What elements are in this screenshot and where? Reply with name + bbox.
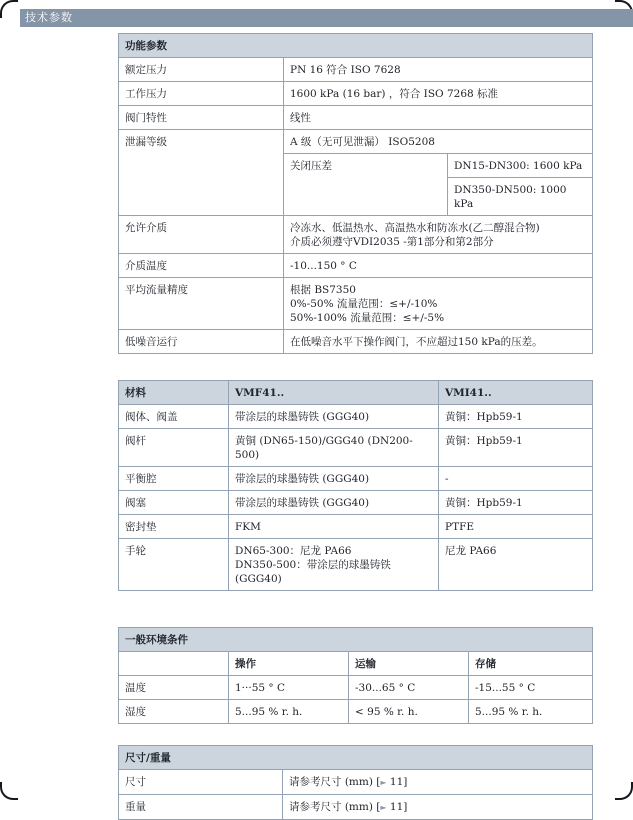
table-row — [119, 770, 593, 795]
reference-text: 请参考尺寸 (mm) — [289, 776, 373, 788]
table-row — [119, 330, 593, 354]
param-label: 平衡腔 — [119, 467, 229, 491]
materials-table — [118, 380, 593, 591]
column-header-vmi: VMI41.. — [439, 381, 593, 405]
link-page-number: 11 — [389, 776, 404, 788]
table-title: 一般环境条件 — [119, 628, 593, 652]
dimensions-weight-table — [118, 745, 593, 820]
frame-corner-bottom-right — [615, 782, 633, 800]
param-value: DN15-DN300: 1600 kPa — [448, 154, 593, 178]
param-value: < 95 % r. h. — [349, 700, 469, 724]
bracket-open: [ — [376, 801, 381, 813]
param-value: 黄铜：Hpb59-1 — [439, 429, 593, 467]
table-row — [119, 676, 593, 700]
table-row — [119, 405, 593, 429]
param-value: 1600 kPa (16 bar) ，符合 ISO 7268 标准 — [284, 82, 593, 106]
value-line: 介质必须遵守VDI2035 -第1部分和第2部分 — [290, 236, 494, 248]
column-header-transport: 运输 — [349, 652, 469, 676]
param-label: 泄漏等级 — [119, 130, 284, 216]
value-line: DN65-300：尼龙 PA66 — [235, 545, 352, 557]
section-title-bar — [20, 9, 633, 27]
param-label: 介质温度 — [119, 254, 284, 278]
environment-conditions-table — [118, 627, 593, 724]
param-label: 手轮 — [119, 539, 229, 591]
param-value — [283, 795, 593, 820]
value-line: DN350-500：带涂层的球墨铸铁 (GGG40) — [235, 559, 391, 585]
value-line: 根据 BS7350 — [290, 284, 356, 296]
table-header-row — [119, 381, 593, 405]
frame-corner-bottom-left — [0, 782, 18, 800]
table-row — [119, 130, 593, 154]
value-line: 冷冻水、低温热水、高温热水和防冻水(乙二醇混合物) — [290, 222, 540, 234]
table-row — [119, 106, 593, 130]
param-value: - — [439, 467, 593, 491]
table-row — [119, 491, 593, 515]
column-header-storage: 存储 — [469, 652, 593, 676]
table-row — [119, 795, 593, 820]
link-page-number: 11 — [389, 801, 404, 813]
param-sublabel: 关闭压差 — [284, 154, 448, 216]
param-value: -15...55 ° C — [469, 676, 593, 700]
param-label: 平均流量精度 — [119, 278, 284, 330]
param-label: 工作压力 — [119, 82, 284, 106]
param-label: 阀门特性 — [119, 106, 284, 130]
param-label: 重量 — [119, 795, 283, 820]
table-row — [119, 700, 593, 724]
param-value: DN350-DN500: 1000 kPa — [448, 178, 593, 216]
param-value: 带涂层的球墨铸铁 (GGG40) — [229, 405, 439, 429]
param-value: 线性 — [284, 106, 593, 130]
table-header-row — [119, 34, 593, 58]
param-value — [284, 216, 593, 254]
param-label: 温度 — [119, 676, 229, 700]
param-label: 阀杆 — [119, 429, 229, 467]
param-label: 尺寸 — [119, 770, 283, 795]
table-header-row — [119, 746, 593, 770]
table-row — [119, 467, 593, 491]
param-value: FKM — [229, 515, 439, 539]
param-value: 1···55 ° C — [229, 676, 349, 700]
page-reference-link[interactable] — [376, 801, 407, 813]
param-label: 额定压力 — [119, 58, 284, 82]
table-row — [119, 278, 593, 330]
param-value — [283, 770, 593, 795]
table-header-row — [119, 628, 593, 652]
page-reference-link[interactable] — [376, 776, 407, 788]
param-label: 低噪音运行 — [119, 330, 284, 354]
value-line: 50%-100% 流量范围：≤+/-5% — [290, 312, 445, 324]
param-value: 带涂层的球墨铸铁 (GGG40) — [229, 467, 439, 491]
param-label: 允许介质 — [119, 216, 284, 254]
bracket-close: ] — [403, 776, 408, 788]
param-label: 阀塞 — [119, 491, 229, 515]
content-column — [118, 33, 592, 820]
table-row — [119, 254, 593, 278]
param-value: -30...65 ° C — [349, 676, 469, 700]
value-line: 0%-50% 流量范围：≤+/-10% — [290, 298, 438, 310]
table-row — [119, 539, 593, 591]
param-value — [284, 278, 593, 330]
param-label: 密封垫 — [119, 515, 229, 539]
param-value: 尼龙 PA66 — [439, 539, 593, 591]
param-value: PTFE — [439, 515, 593, 539]
frame-corner-top-left — [0, 0, 18, 18]
table-row — [119, 216, 593, 254]
bracket-open: [ — [376, 776, 381, 788]
param-value: 5...95 % r. h. — [229, 700, 349, 724]
param-value — [229, 539, 439, 591]
param-value: 黄铜：Hpb59-1 — [439, 491, 593, 515]
table-subheader-row — [119, 652, 593, 676]
table-title: 尺寸/重量 — [119, 746, 593, 770]
param-value: -10...150 ° C — [284, 254, 593, 278]
param-value: 5...95 % r. h. — [469, 700, 593, 724]
param-value: 黄铜：Hpb59-1 — [439, 405, 593, 429]
column-header-vmf: VMF41.. — [229, 381, 439, 405]
table-row — [119, 515, 593, 539]
table-row — [119, 429, 593, 467]
bracket-close: ] — [403, 801, 408, 813]
param-label: 阀体、阀盖 — [119, 405, 229, 429]
empty-cell — [119, 652, 229, 676]
table-row — [119, 58, 593, 82]
column-header-operation: 操作 — [229, 652, 349, 676]
param-value: PN 16 符合 ISO 7628 — [284, 58, 593, 82]
functional-parameters-table — [118, 33, 593, 354]
param-value: 带涂层的球墨铸铁 (GGG40) — [229, 491, 439, 515]
table-title: 材料 — [119, 381, 229, 405]
link-arrow-icon: ► — [380, 778, 387, 787]
table-row — [119, 82, 593, 106]
reference-text: 请参考尺寸 (mm) — [289, 801, 373, 813]
param-value: 黄铜 (DN65-150)/GGG40 (DN200-500) — [229, 429, 439, 467]
section-title: 技术参数 — [25, 11, 73, 24]
link-arrow-icon: ► — [380, 803, 387, 812]
param-value: 在低噪音水平下操作阀门，不应超过150 kPa的压差。 — [284, 330, 593, 354]
param-label: 湿度 — [119, 700, 229, 724]
table-title: 功能参数 — [119, 34, 593, 58]
param-value: A 级（无可见泄漏） ISO5208 — [284, 130, 593, 154]
